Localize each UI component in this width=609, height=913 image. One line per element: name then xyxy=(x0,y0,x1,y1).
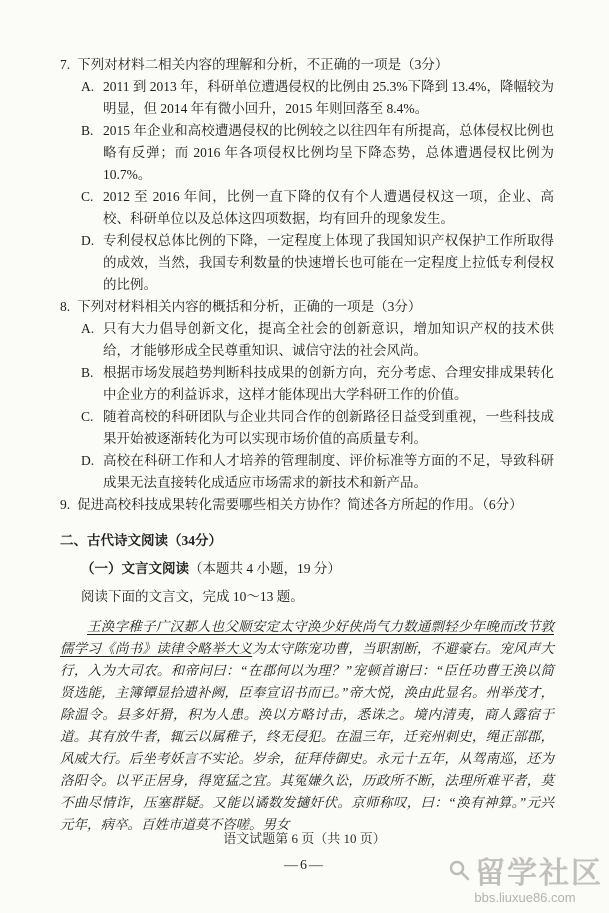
watermark-row xyxy=(447,848,603,892)
subsection-points: （本题共 4 小题，19 分） xyxy=(189,561,341,576)
watermark-site-url: bbs.liuxue86.com xyxy=(474,890,576,905)
passage-body-text: 为太守陈宠功曹，当职割断，不避豪右。宠风声大行，入为大司农。和帝问曰：“在郡何以为理？”宠顿首谢曰：“臣任功曹王涣以简贤选能，主簿镡显拾遗补阙，臣奉宣诏书而已。”帝大悦，涣由此显名。州举茂才，除温令。县多奸猾，积为人患。涣以方略讨击，悉诛之。境内清夷，商人露宿于道。其有放牛者，辄云以属稚子，终无侵犯。在温三年，迁兖州刺史，绳正部郡，风威大行。后坐考妖言不实论。岁余，征拜侍御史。永元十五年，从驾南巡，还为洛阳令。以平正居身，得宽猛之宜。其冤嫌久讼，历政所不断，法理所难平者，莫不曲尽情诈，压塞群疑。又能以谲数发擿奸伏。京师称叹，曰：“涣有神算。”元兴元年，病卒。百姓市道莫不咨嗟。男女 xyxy=(60,641,555,832)
exam-content xyxy=(60,54,554,836)
question-9 xyxy=(60,494,554,516)
question-8-option-d xyxy=(81,450,554,494)
question-8-option-a xyxy=(81,318,554,362)
option-text: 根据市场发展趋势判断科技成果的创新方向，充分考虑、合理安排成果转化中企业方的利益诉求，这样才能体现出大学科研工作的价值。 xyxy=(103,365,554,402)
option-text: 2012 至 2016 年间，比例一直下降的仅有个人遭遇侵权这一项，企业、高校、科研单位以及总体这四项数据，均有回升的现象发生。 xyxy=(103,189,554,226)
option-text: 高校在科研工作和人才培养的管理制度、评价标准等方面的不足，导致科研成果无法直接转化成适应市场需求的新技术和新产品。 xyxy=(103,453,554,490)
classical-passage xyxy=(60,616,554,836)
subsection-title: （一）文言文阅读 xyxy=(81,561,189,576)
footer-page-label: 语文试题第 6 页（共 10 页） xyxy=(223,831,386,846)
option-text: 2011 到 2013 年，科研单位遭遇侵权的比例由 25.3%下降到 13.4%，降幅较为明显，但 2014 年有微小回升，2015 年则回落至 8.4%。 xyxy=(103,79,554,116)
question-7-option-d xyxy=(81,230,554,296)
option-text: 随着高校的科研团队与企业共同合作的创新路径日益受到重视，一些科技成果开始被逐渐转化为可以实现市场价值的高质量专利。 xyxy=(103,409,554,446)
question-9-stem xyxy=(60,494,554,516)
passage-instruction: 阅读下面的文言文，完成 10～13 题。 xyxy=(81,589,304,604)
question-8-option-c xyxy=(81,406,554,450)
question-7-stem-text: 下列对材料二相关内容的理解和分析，不正确的一项是（3分） xyxy=(77,57,449,72)
question-7-option-b xyxy=(81,120,554,186)
question-7-stem xyxy=(60,54,554,76)
question-9-stem-text: 促进高校科技成果转化需要哪些相关方协作？简述各方所起的作用。（6分） xyxy=(77,497,523,512)
section-heading-ancient-poetry-reading: 二、古代诗文阅读（34分） xyxy=(60,533,222,548)
question-7-option-a xyxy=(81,76,554,120)
subsection-heading-classical-chinese-reading xyxy=(81,558,554,580)
question-9-number: 9. xyxy=(60,497,71,512)
question-8-number: 8. xyxy=(60,299,71,314)
question-8-stem xyxy=(60,296,554,318)
option-label: D. xyxy=(81,233,95,248)
option-label: A. xyxy=(81,79,95,94)
question-7-option-c xyxy=(81,186,554,230)
option-label: C. xyxy=(81,189,94,204)
passage-sentence-breaking-segment: 王涣字稚子广汉郪人也父顺安定太守涣少好侠尚气力数通剽轻少年晚而改节敦儒学习《尚书》读律令略举大义 xyxy=(60,619,554,656)
option-text: 只有大力倡导创新文化，提高全社会的创新意识，增加知识产权的技术供给，才能够形成全民尊重知识、诚信守法的社会风尚。 xyxy=(103,321,554,358)
question-8 xyxy=(60,296,554,494)
option-label: C. xyxy=(81,409,94,424)
site-watermark xyxy=(447,848,603,905)
question-8-stem-text: 下列对材料相关内容的概括和分析，正确的一项是（3分） xyxy=(77,299,422,314)
option-text: 2015 年企业和高校遭遇侵权的比例较之以往四年有所提高，总体侵权比例也略有反弹；而 2016 年各项侵权比例均呈下降态势，总体遭遇侵权比例为 10.7%。 xyxy=(103,123,554,182)
watermark-site-name: 留学社区 xyxy=(475,857,603,890)
option-text: 专利侵权总体比例的下降，一定程度上体现了我国知识产权保护工作所取得的成效，当然，我国专利数量的快速增长也可能在一定程度上拉低专利侵权的比例。 xyxy=(103,233,554,292)
option-label: D. xyxy=(81,453,95,468)
question-7 xyxy=(60,54,554,296)
question-7-number: 7. xyxy=(60,57,71,72)
magnifier-logo-icon xyxy=(447,858,471,882)
footer-page-number: —6— xyxy=(284,858,325,873)
option-label: B. xyxy=(81,365,94,380)
option-label: B. xyxy=(81,123,94,138)
question-8-option-b xyxy=(81,362,554,406)
option-label: A. xyxy=(81,321,95,336)
